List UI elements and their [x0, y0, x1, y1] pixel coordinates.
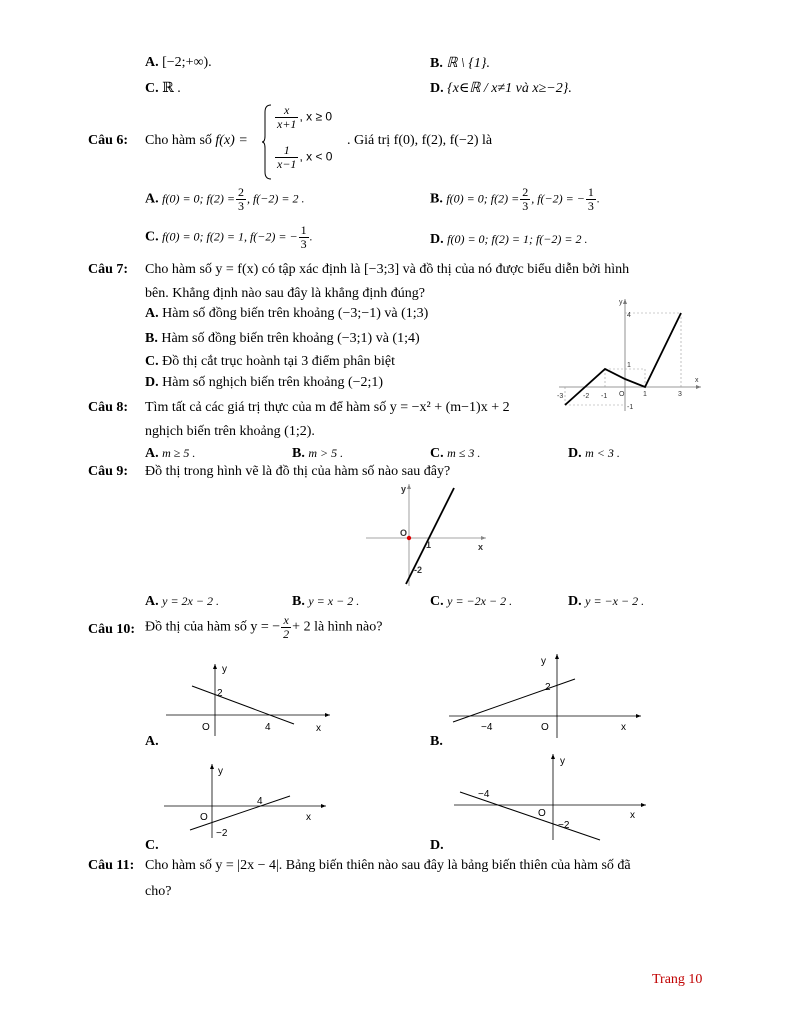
q5-option-a[interactable]: A. [−2;+∞). — [145, 55, 212, 70]
q10-label: Câu 10: — [88, 622, 136, 637]
q8-option-d[interactable]: D. m < 3 . — [568, 446, 620, 461]
tick-y-neg1: -1 — [627, 404, 634, 411]
y-axis-label: y — [619, 299, 623, 306]
q10-graph-a — [160, 660, 350, 738]
q10-stem: Đồ thị của hàm số y = − $\frac{x}{2}$ + 2 là hình nào? — [145, 613, 383, 641]
y-intercept-label: 2 — [217, 688, 223, 699]
y-intercept-label: -2 — [414, 565, 423, 575]
q10-option-c[interactable]: C. — [145, 838, 159, 853]
q9-stem: Đồ thị trong hình vẽ là đồ thị của hàm số nào sau đây? — [145, 464, 451, 479]
origin-label: O — [538, 808, 546, 819]
q7-label: Câu 7: — [88, 262, 129, 277]
q10-graph-c — [160, 760, 330, 840]
q6-case-2: $\frac{1}{x-1}$ , x < 0 — [277, 143, 333, 171]
q7-option-a[interactable]: A. Hàm số đồng biến trên khoảng (−3;−1) và (1;3) — [145, 306, 429, 321]
tick-4: 4 — [627, 312, 631, 319]
q10-option-b[interactable]: B. — [430, 734, 443, 749]
q7-option-b[interactable]: B. Hàm số đồng biến trên khoảng (−3;1) và (1;4) — [145, 331, 420, 346]
q10-graph-d — [450, 750, 650, 842]
q11-stem-line-2: cho? — [145, 884, 172, 899]
q9-option-d[interactable]: D. y = −x − 2 . — [568, 594, 645, 609]
y-axis-label: y — [401, 484, 407, 494]
y-axis-label: y — [218, 766, 223, 777]
x-intercept-label: −4 — [481, 722, 493, 733]
q6-stem-post: . Giá trị f(0), f(2), f(−2) là — [347, 133, 493, 148]
q9-option-b[interactable]: B. y = x − 2 . — [292, 594, 360, 609]
q7-option-d[interactable]: D. Hàm số nghịch biến trên khoảng (−2;1) — [145, 375, 384, 390]
x-intercept-label: 1 — [426, 540, 432, 550]
q10-a-line — [192, 686, 294, 724]
x-axis-label: x — [621, 722, 626, 733]
q5-option-d[interactable]: D. {x∈ℝ / x≠1 và x≥−2}. — [430, 81, 572, 96]
tick-1-x: 1 — [643, 391, 647, 398]
origin-label: O — [541, 722, 549, 733]
origin-label: O — [202, 722, 210, 733]
q10-option-d[interactable]: D. — [430, 838, 444, 853]
q9-label: Câu 9: — [88, 464, 129, 479]
q6-option-a[interactable]: A. f(0) = 0; f(2) = $\frac{2}{3}$ , f(−2) = 2 . — [145, 185, 305, 213]
x-intercept-label: 4 — [265, 722, 271, 733]
q9-graph — [362, 480, 490, 590]
q10-option-a[interactable]: A. — [145, 734, 159, 749]
q9-option-c[interactable]: C. y = −2x − 2 . — [430, 594, 513, 609]
x-axis-label: x — [478, 542, 484, 552]
q5-option-b[interactable]: B. ℝ \ {1}. — [430, 56, 491, 71]
tick-neg2: -2 — [583, 393, 590, 400]
tick-neg1: -1 — [601, 393, 608, 400]
y-axis-label: y — [222, 664, 227, 675]
q7-stem-line-2: bên. Khẳng định nào sau đây là khẳng định đúng? — [145, 286, 425, 301]
q8-option-a[interactable]: A. m ≥ 5 . — [145, 446, 196, 461]
q6-case-1: $\frac{x}{x+1}$ , x ≥ 0 — [277, 103, 333, 131]
x-axis-label: x — [316, 723, 321, 734]
q6-piecewise — [262, 104, 342, 180]
x-axis-label: x — [695, 377, 699, 384]
origin-dot — [407, 536, 411, 540]
q6-label: Câu 6: — [88, 133, 129, 148]
page-number: Trang 10 — [652, 972, 703, 987]
q6-option-d[interactable]: D. f(0) = 0; f(2) = 1; f(−2) = 2 . — [430, 232, 588, 247]
y-intercept-label: 2 — [545, 682, 551, 693]
q7-graph — [555, 295, 705, 413]
tick-neg3: -3 — [557, 393, 564, 400]
origin-label: O — [200, 812, 208, 823]
tick-1: 1 — [627, 362, 631, 369]
q6-option-c[interactable]: C. f(0) = 0; f(2) = 1, f(−2) = − $\frac{1}{3}$ . — [145, 223, 313, 251]
y-intercept-label: −2 — [558, 820, 570, 831]
y-axis-label: y — [541, 656, 546, 667]
q8-option-b[interactable]: B. m > 5 . — [292, 446, 344, 461]
q6-option-b[interactable]: B. f(0) = 0; f(2) = $\frac{2}{3}$ , f(−2) = − $\frac{1}{3}$ . — [430, 185, 600, 213]
y-axis-label: y — [560, 756, 565, 767]
q11-stem-line-1: Cho hàm số y = |2x − 4|. Bảng biến thiên nào sau đây là bảng biến thiên của hàm số đã — [145, 858, 631, 873]
x-axis-label: x — [630, 810, 635, 821]
q8-stem-line-2: nghịch biến trên khoảng (1;2). — [145, 424, 315, 439]
q10-graph-b — [445, 650, 645, 740]
q9-option-a[interactable]: A. y = 2x − 2 . — [145, 594, 219, 609]
tick-3: 3 — [678, 391, 682, 398]
x-axis-label: x — [306, 812, 311, 823]
q7-stem-line-1: Cho hàm số y = f(x) có tập xác định là [−3;3] và đồ thị của nó được biểu diễn bởi hình — [145, 262, 630, 277]
q11-label: Câu 11: — [88, 858, 135, 873]
q8-option-c[interactable]: C. m ≤ 3 . — [430, 446, 481, 461]
q5-option-c[interactable]: C. ℝ . — [145, 81, 181, 96]
q8-label: Câu 8: — [88, 400, 129, 415]
origin-label: O — [400, 528, 408, 538]
q6-stem-pre: Cho hàm số f(x) = — [145, 133, 248, 148]
y-intercept-label: −2 — [216, 828, 228, 839]
q7-option-c[interactable]: C. Đồ thị cắt trục hoành tại 3 điểm phân biệt — [145, 354, 396, 369]
x-intercept-label: −4 — [478, 789, 490, 800]
left-brace-icon — [262, 104, 272, 180]
q8-stem-line-1: Tìm tất cả các giá trị thực của m để hàm số y = −x² + (m−1)x + 2 — [145, 400, 510, 415]
origin-label: O — [619, 391, 625, 398]
x-intercept-label: 4 — [257, 796, 263, 807]
